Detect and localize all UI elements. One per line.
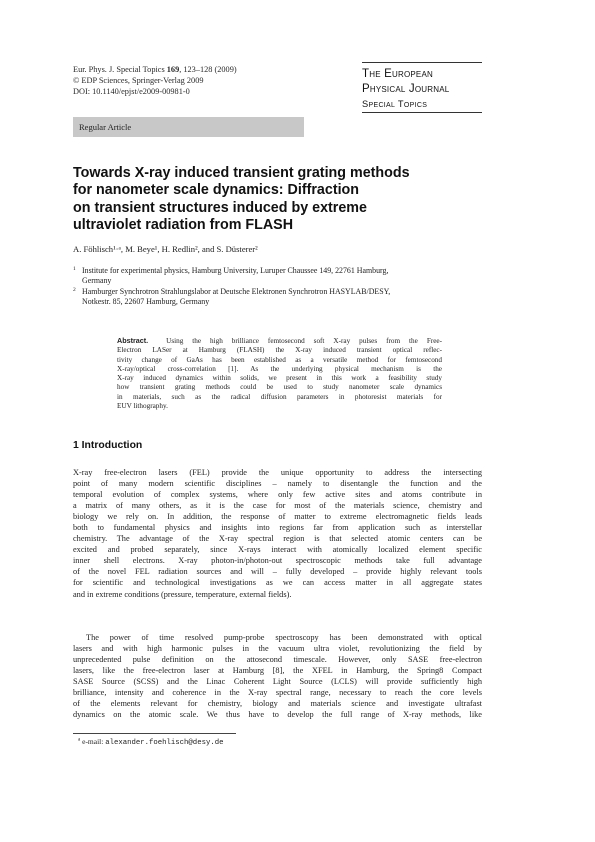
citation-volume: 169 bbox=[166, 65, 180, 74]
section-heading: 1 Introduction bbox=[73, 440, 143, 451]
abstract-line: Electron LASer at Hamburg (FLASH) the X-ray induced transient optical reflec- bbox=[117, 346, 442, 355]
journal-name-line3: Special Topics bbox=[362, 99, 428, 109]
journal-logo bbox=[362, 62, 482, 113]
journal-top-rule bbox=[362, 62, 482, 63]
affiliation-1 bbox=[73, 266, 483, 286]
body-line: lasers and with high harmonic pulses in the vacuum ultra violet, revolutionizing the field by bbox=[73, 644, 482, 654]
citation-line bbox=[73, 65, 237, 76]
footnote-mark: a bbox=[78, 737, 81, 743]
affiliation-text: Germany bbox=[82, 276, 112, 286]
abstract-line: in materials, such as the radical diffusion parameters in photoresist materials for bbox=[117, 392, 442, 401]
abstract bbox=[117, 336, 442, 411]
affiliation-text: Institute for experimental physics, Hamburg University, Luruper Chaussee 149, 22761 Hamburg, bbox=[82, 266, 389, 275]
abstract-line: tivity change of GaAs has been established as a versatile method for femtosecond bbox=[117, 355, 442, 364]
copyright-line: © EDP Sciences, Springer-Verlag 2009 bbox=[73, 75, 204, 85]
body-line: for scientific and technological investigations as we can access matter in all aggregate states bbox=[73, 578, 482, 588]
body-line: brilliance, intensity and coherence in the X-ray spectral range, necessary to reach the core levels bbox=[73, 688, 482, 698]
abstract-line: EUV lithography. bbox=[117, 402, 168, 411]
affiliation-2 bbox=[73, 287, 483, 307]
citation-journal: Eur. Phys. J. Special Topics bbox=[73, 65, 167, 74]
body-line: excited and probed separately, since X-rays interact with atomically localized element specific bbox=[73, 545, 482, 555]
article-type-bar bbox=[73, 117, 304, 137]
abstract-line: how transient grating methods could be used to study nanometer scale dynamics bbox=[117, 383, 442, 392]
body-line: a matrix of many others, as it is the case for most of the materials science, chemistry and bbox=[73, 501, 482, 511]
abstract-first-line: Using the high brilliance femtosecond soft X-ray pulses from the Free- bbox=[166, 337, 442, 345]
body-line: of the elements relevant for chemistry, biology and materials science and investigate ultrafast bbox=[73, 699, 482, 709]
footnote-label: e-mail: bbox=[80, 737, 106, 746]
body-line: lasers, like the free-electron laser at Hamburg [8], the XFEL in Hamburg, the Spring8 Compact bbox=[73, 666, 482, 676]
body-line: biology we rely on. In addition, the response of matter to extreme electromagnetic fields leads bbox=[73, 512, 482, 522]
body-line: point of many modern scientific disciplines – namely to disentangle the function and the bbox=[73, 479, 482, 489]
body-line: dynamics on the atomic scale. We thus have to develop the full range of X-ray methods, like bbox=[73, 710, 482, 720]
paragraph-2 bbox=[73, 632, 482, 720]
abstract-line: X-ray induced dynamics within solids, we present in this work a feasibility study bbox=[117, 374, 442, 383]
doi-line[interactable]: DOI: 10.1140/epjst/e2009-00981-0 bbox=[73, 86, 190, 96]
body-line: inner shell electrons. X-ray photon-in/photon-out spectroscopic methods take full advantage bbox=[73, 556, 482, 566]
body-line: of the novel FEL radiation sources and will – fully developed – provide highly relevant tools bbox=[73, 567, 482, 577]
abstract-line: X-ray/optical cross-correlation [1]. As the underlying physical mechanism is the bbox=[117, 364, 442, 373]
body-line: SASE Source (SCSS) and the Linac Coherent Light Source (LCLS) will provide sufficiently high bbox=[73, 677, 482, 687]
abstract-label: Abstract. bbox=[117, 336, 149, 345]
journal-name-line2: Physical Journal bbox=[362, 83, 450, 95]
title-line: ultraviolet radiation from FLASH bbox=[73, 217, 294, 234]
footnote-email[interactable]: alexander.foehlisch@desy.de bbox=[105, 739, 224, 747]
citation-header bbox=[73, 65, 237, 97]
body-line: X-ray free-electron lasers (FEL) provide the unique opportunity to address the intersecting bbox=[73, 468, 482, 477]
body-line: The power of time resolved pump-probe spectroscopy has been demonstrated with optical bbox=[86, 633, 482, 642]
journal-bottom-rule bbox=[362, 112, 482, 113]
article-type-label: Regular Article bbox=[79, 122, 132, 132]
affiliation-number: 2 bbox=[73, 287, 76, 293]
body-line: chemistry. The advantage of the X-ray spectral region is that selected atomic centers can be bbox=[73, 534, 482, 544]
title-line: on transient structures induced by extreme bbox=[73, 199, 367, 216]
footnote-rule bbox=[73, 733, 236, 734]
title-line: for nanometer scale dynamics: Diffraction bbox=[73, 182, 360, 199]
author-list: A. Föhlisch¹·ᵃ, M. Beye¹, H. Redlin², and S. Düsterer² bbox=[73, 244, 258, 254]
journal-name-line1: The European bbox=[362, 68, 433, 80]
title-line: Towards X-ray induced transient grating methods bbox=[73, 165, 410, 181]
affiliation-number: 1 bbox=[73, 266, 76, 272]
body-line: temporal evolution of complex systems, where only few active sites and atoms contribute in bbox=[73, 490, 482, 500]
citation-pages: , 123–128 (2009) bbox=[179, 65, 237, 74]
abstract-line bbox=[117, 336, 442, 346]
footnote bbox=[78, 737, 223, 747]
body-line: both to fundamental physics and insights into regions far from application such as interstellar bbox=[73, 523, 482, 533]
paper-title bbox=[73, 165, 473, 235]
paragraph-1 bbox=[73, 467, 482, 600]
body-line: unprecedented pulse definition on the attosecond timescale. However, only SASE free-electron bbox=[73, 655, 482, 665]
body-line: and in extreme conditions (pressure, temperature, external fields). bbox=[73, 589, 292, 599]
affiliation-text: Hamburger Synchrotron Strahlungslabor at Deutsche Elektronen Synchrotron HASYLAB/DESY, bbox=[82, 287, 391, 296]
affiliation-text: Notkestr. 85, 22607 Hamburg, Germany bbox=[82, 297, 210, 307]
